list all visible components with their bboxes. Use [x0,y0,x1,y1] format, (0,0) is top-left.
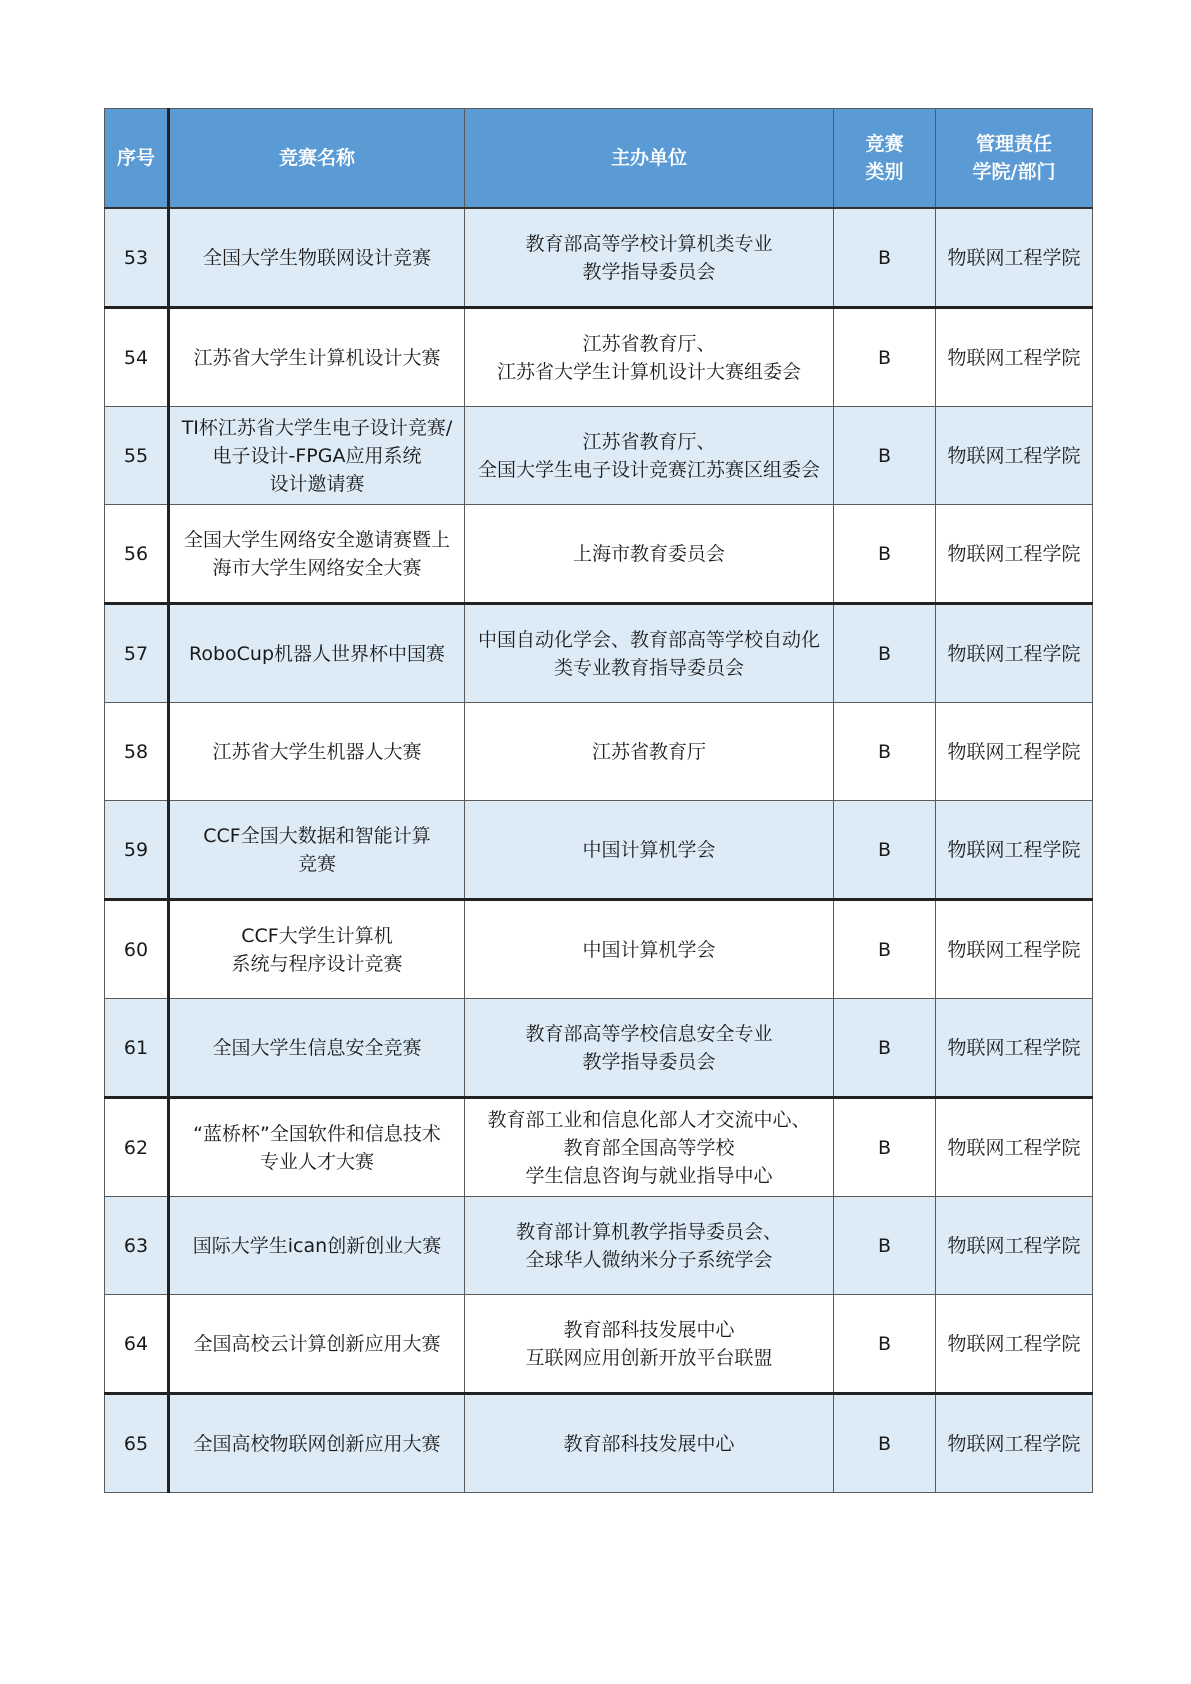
organizer [465,604,834,703]
header-no: 序号 [105,109,169,209]
organizer-line: 教学指导委员会 [582,1050,716,1073]
header-organizer: 主办单位 [465,109,834,209]
row-number: 56 [105,505,169,604]
competition-name-line: RoboCup机器人世界杯中国赛 [188,642,446,665]
table-row [105,801,1093,900]
row-number: 57 [105,604,169,703]
category: B [834,999,936,1098]
organizer [465,505,834,604]
competition-name-line: TI杯江苏省大学生电子设计竞赛/ [181,416,453,439]
competition-name [169,1394,465,1493]
competition-name-line: 全国大学生网络安全邀请赛暨上 [183,528,450,551]
department: 物联网工程学院 [936,1197,1093,1295]
department: 物联网工程学院 [936,1098,1093,1197]
competition-table [104,108,1093,1493]
organizer-line: 中国计算机学会 [582,838,716,861]
competition-name [169,1197,465,1295]
department: 物联网工程学院 [936,801,1093,900]
competition-name-line: 全国大学生信息安全竞赛 [212,1036,422,1059]
row-number: 53 [105,208,169,308]
competition-name [169,407,465,505]
competition-name-line: 全国高校云计算创新应用大赛 [193,1332,441,1355]
competition-name [169,604,465,703]
competition-name [169,505,465,604]
department: 物联网工程学院 [936,308,1093,407]
table-row [105,900,1093,999]
organizer-line: 教育部工业和信息化部人才交流中心、 [487,1108,811,1131]
table-row [105,1295,1093,1394]
department: 物联网工程学院 [936,604,1093,703]
header-category [834,109,936,209]
competition-table-container [104,108,1092,1493]
table-row [105,407,1093,505]
category: B [834,208,936,308]
category: B [834,801,936,900]
row-number: 59 [105,801,169,900]
organizer-line: 江苏省教育厅、 [582,332,716,355]
competition-name-line: “蓝桥杯”全国软件和信息技术 [193,1122,441,1145]
department: 物联网工程学院 [936,900,1093,999]
competition-name-line: 竞赛 [297,852,336,875]
row-number: 58 [105,703,169,801]
competition-name-line: 设计邀请赛 [269,472,365,495]
competition-name-line: 国际大学生ican创新创业大赛 [192,1234,442,1257]
category: B [834,407,936,505]
header-department-line: 管理责任 [975,133,1052,155]
competition-name-line: CCF全国大数据和智能计算 [203,824,431,847]
department: 物联网工程学院 [936,703,1093,801]
header-name: 竞赛名称 [169,109,465,209]
competition-name [169,999,465,1098]
table-header-row [105,109,1093,209]
table-row [105,1394,1093,1493]
row-number: 60 [105,900,169,999]
organizer [465,208,834,308]
competition-name-line: 全国大学生物联网设计竞赛 [202,246,431,269]
table-row [105,1197,1093,1295]
competition-name-line: 专业人才大赛 [259,1150,374,1173]
category: B [834,604,936,703]
table-row [105,999,1093,1098]
row-number: 65 [105,1394,169,1493]
organizer [465,801,834,900]
department: 物联网工程学院 [936,999,1093,1098]
organizer [465,407,834,505]
competition-name-line: 江苏省大学生机器人大赛 [212,740,422,763]
category: B [834,900,936,999]
organizer [465,999,834,1098]
organizer-line: 全球华人微纳米分子系统学会 [525,1248,773,1271]
category: B [834,1197,936,1295]
table-body [105,208,1093,1493]
category: B [834,308,936,407]
table-row [105,308,1093,407]
organizer-line: 教育部全国高等学校 [563,1136,735,1159]
organizer-line: 上海市教育委员会 [572,542,725,565]
organizer [465,1197,834,1295]
competition-name-line: 海市大学生网络安全大赛 [212,556,422,579]
organizer-line: 教育部科技发展中心 [563,1318,735,1341]
table-row [105,505,1093,604]
row-number: 55 [105,407,169,505]
organizer [465,703,834,801]
organizer [465,308,834,407]
organizer-line: 类专业教育指导委员会 [553,656,744,679]
competition-name [169,1295,465,1394]
header-department-line: 学院/部门 [972,161,1056,183]
row-number: 54 [105,308,169,407]
table-row [105,1098,1093,1197]
header-department [936,109,1093,209]
competition-name [169,308,465,407]
organizer [465,1295,834,1394]
row-number: 64 [105,1295,169,1394]
competition-name-line: 全国高校物联网创新应用大赛 [193,1432,441,1455]
category: B [834,1394,936,1493]
organizer-line: 教学指导委员会 [582,260,716,283]
organizer-line: 中国计算机学会 [582,938,716,961]
category: B [834,1295,936,1394]
organizer-line: 互联网应用创新开放平台联盟 [525,1346,773,1369]
organizer-line: 江苏省教育厅 [591,740,706,763]
header-category-line: 类别 [865,161,904,183]
category: B [834,1098,936,1197]
department: 物联网工程学院 [936,1295,1093,1394]
competition-name [169,703,465,801]
header-category-line: 竞赛 [865,133,904,155]
department: 物联网工程学院 [936,505,1093,604]
organizer [465,1098,834,1197]
row-number: 62 [105,1098,169,1197]
organizer-line: 学生信息咨询与就业指导中心 [525,1164,773,1187]
organizer-line: 教育部计算机教学指导委员会、 [515,1220,782,1243]
table-row [105,604,1093,703]
organizer-line: 中国自动化学会、教育部高等学校自动化 [477,628,820,651]
organizer [465,1394,834,1493]
organizer [465,900,834,999]
competition-name [169,801,465,900]
department: 物联网工程学院 [936,407,1093,505]
department: 物联网工程学院 [936,208,1093,308]
competition-name-line: 系统与程序设计竞赛 [231,952,403,975]
category: B [834,505,936,604]
department: 物联网工程学院 [936,1394,1093,1493]
competition-name [169,208,465,308]
organizer-line: 教育部科技发展中心 [563,1432,735,1455]
competition-name-line: 电子设计-FPGA应用系统 [212,444,422,467]
organizer-line: 教育部高等学校信息安全专业 [525,1022,773,1045]
category: B [834,703,936,801]
competition-name-line: 江苏省大学生计算机设计大赛 [193,346,441,369]
competition-name-line: CCF大学生计算机 [241,924,393,947]
organizer-line: 全国大学生电子设计竞赛江苏赛区组委会 [477,458,820,481]
table-row [105,703,1093,801]
table-row [105,208,1093,308]
organizer-line: 江苏省教育厅、 [582,430,716,453]
organizer-line: 江苏省大学生计算机设计大赛组委会 [496,360,801,383]
row-number: 61 [105,999,169,1098]
competition-name [169,900,465,999]
competition-name [169,1098,465,1197]
organizer-line: 教育部高等学校计算机类专业 [525,232,773,255]
row-number: 63 [105,1197,169,1295]
